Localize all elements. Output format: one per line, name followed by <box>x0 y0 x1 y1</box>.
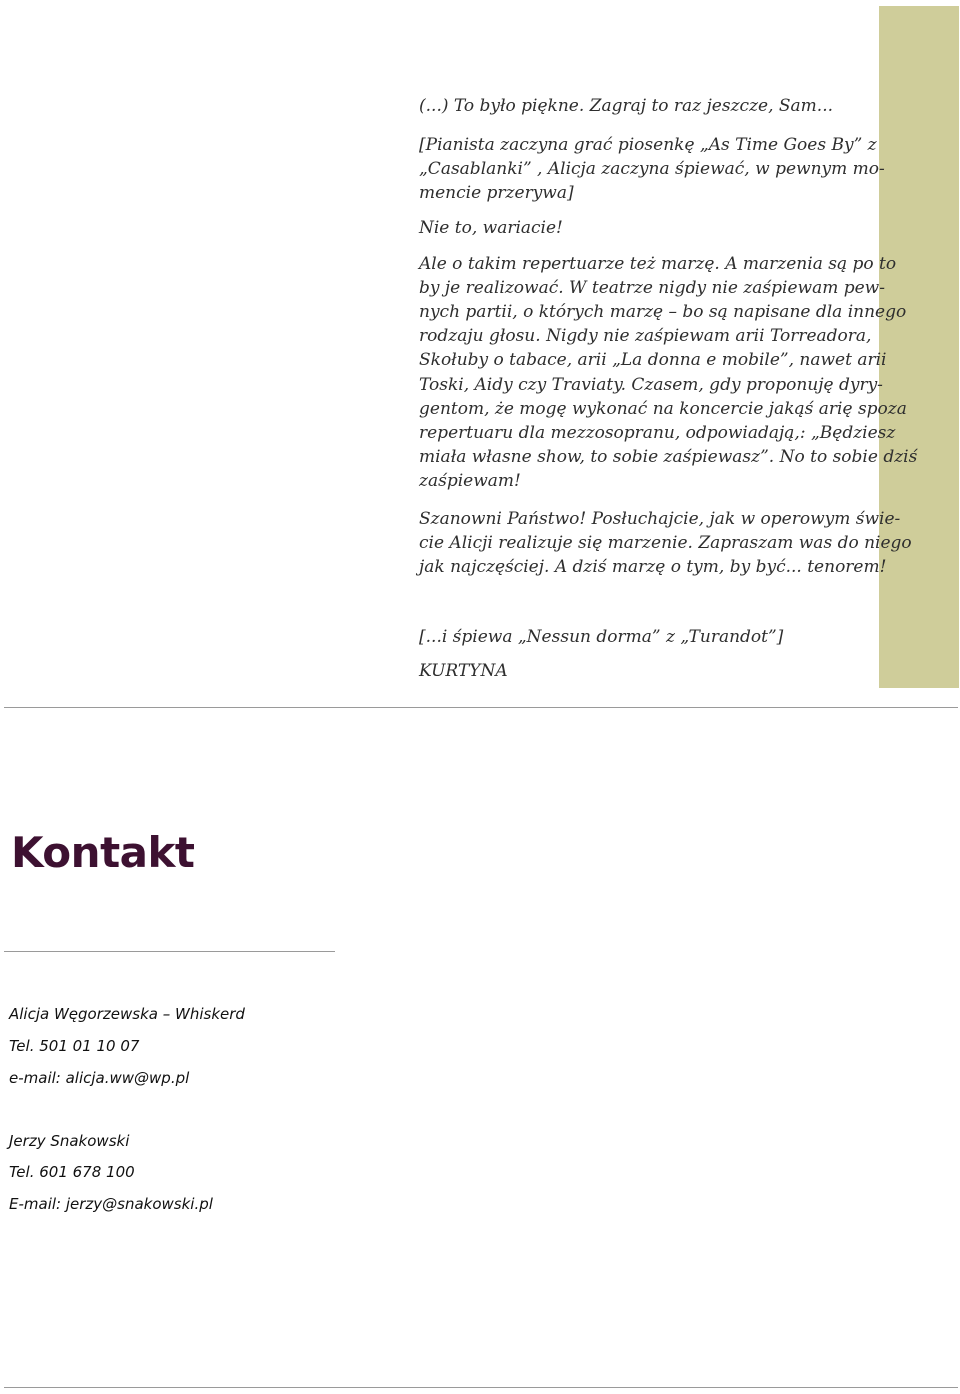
script-line: gentom, że mogę wykonać na koncercie jakąś arię spoza <box>419 399 907 419</box>
script-line: Ale o takim repertuarze też marzę. A marzenia są po to <box>419 254 897 274</box>
script-line: zaśpiewam! <box>419 471 521 491</box>
script-line: miała własne show, to sobie zaśpiewasz”. No to sobie dziś <box>419 447 918 467</box>
stage-direction-line: „Casablanki” , Alicja zaczyna śpiewać, w pewnym mo- <box>419 159 885 179</box>
contact-name-1: Alicja Węgorzewska – Whiskerd <box>9 1005 245 1023</box>
stage-direction-line: mencie przerywa] <box>419 183 574 203</box>
contact-heading-rule <box>4 951 335 952</box>
page-bottom-rule <box>4 1387 958 1388</box>
script-line: repertuaru dla mezzosopranu, odpowiadają,: „Będziesz <box>419 423 896 443</box>
stage-direction-line: [Pianista zaczyna grać piosenkę „As Time Goes By” z <box>419 135 877 155</box>
script-line: Toski, Aidy czy Traviaty. Czasem, gdy proponuję dyry- <box>419 375 883 395</box>
script-line: nych partii, o których marzę – bo są napisane dla innego <box>419 302 907 322</box>
script-line: Nie to, wariacie! <box>419 218 563 238</box>
script-line: rodzaju głosu. Nigdy nie zaśpiewam arii Torreadora, <box>419 326 872 346</box>
contact-heading: Kontakt <box>11 828 195 877</box>
contact-name-2: Jerzy Snakowski <box>9 1132 130 1150</box>
closing-stage-direction: [...i śpiewa „Nessun dorma” z „Turandot”] <box>419 627 784 647</box>
script-line: jak najczęściej. A dziś marzę o tym, by być... tenorem! <box>419 557 887 577</box>
script-line: Szanowni Państwo! Posłuchajcie, jak w operowym świe- <box>419 509 901 529</box>
section-divider <box>4 707 958 708</box>
script-line: Skołuby o tabace, arii „La donna e mobile”, nawet arii <box>419 350 887 370</box>
contact-email-1[interactable]: e-mail: alicja.ww@wp.pl <box>9 1069 190 1087</box>
contact-phone-2: Tel. 601 678 100 <box>9 1163 135 1181</box>
curtain-label: KURTYNA <box>419 661 508 681</box>
decorative-side-bar <box>879 6 959 688</box>
script-line: cie Alicji realizuje się marzenie. Zapraszam was do niego <box>419 533 912 553</box>
script-line: (...) To było piękne. Zagraj to raz jeszcze, Sam... <box>419 96 834 116</box>
contact-email-2[interactable]: E-mail: jerzy@snakowski.pl <box>9 1195 213 1213</box>
script-line: by je realizować. W teatrze nigdy nie zaśpiewam pew- <box>419 278 885 298</box>
contact-phone-1: Tel. 501 01 10 07 <box>9 1037 140 1055</box>
